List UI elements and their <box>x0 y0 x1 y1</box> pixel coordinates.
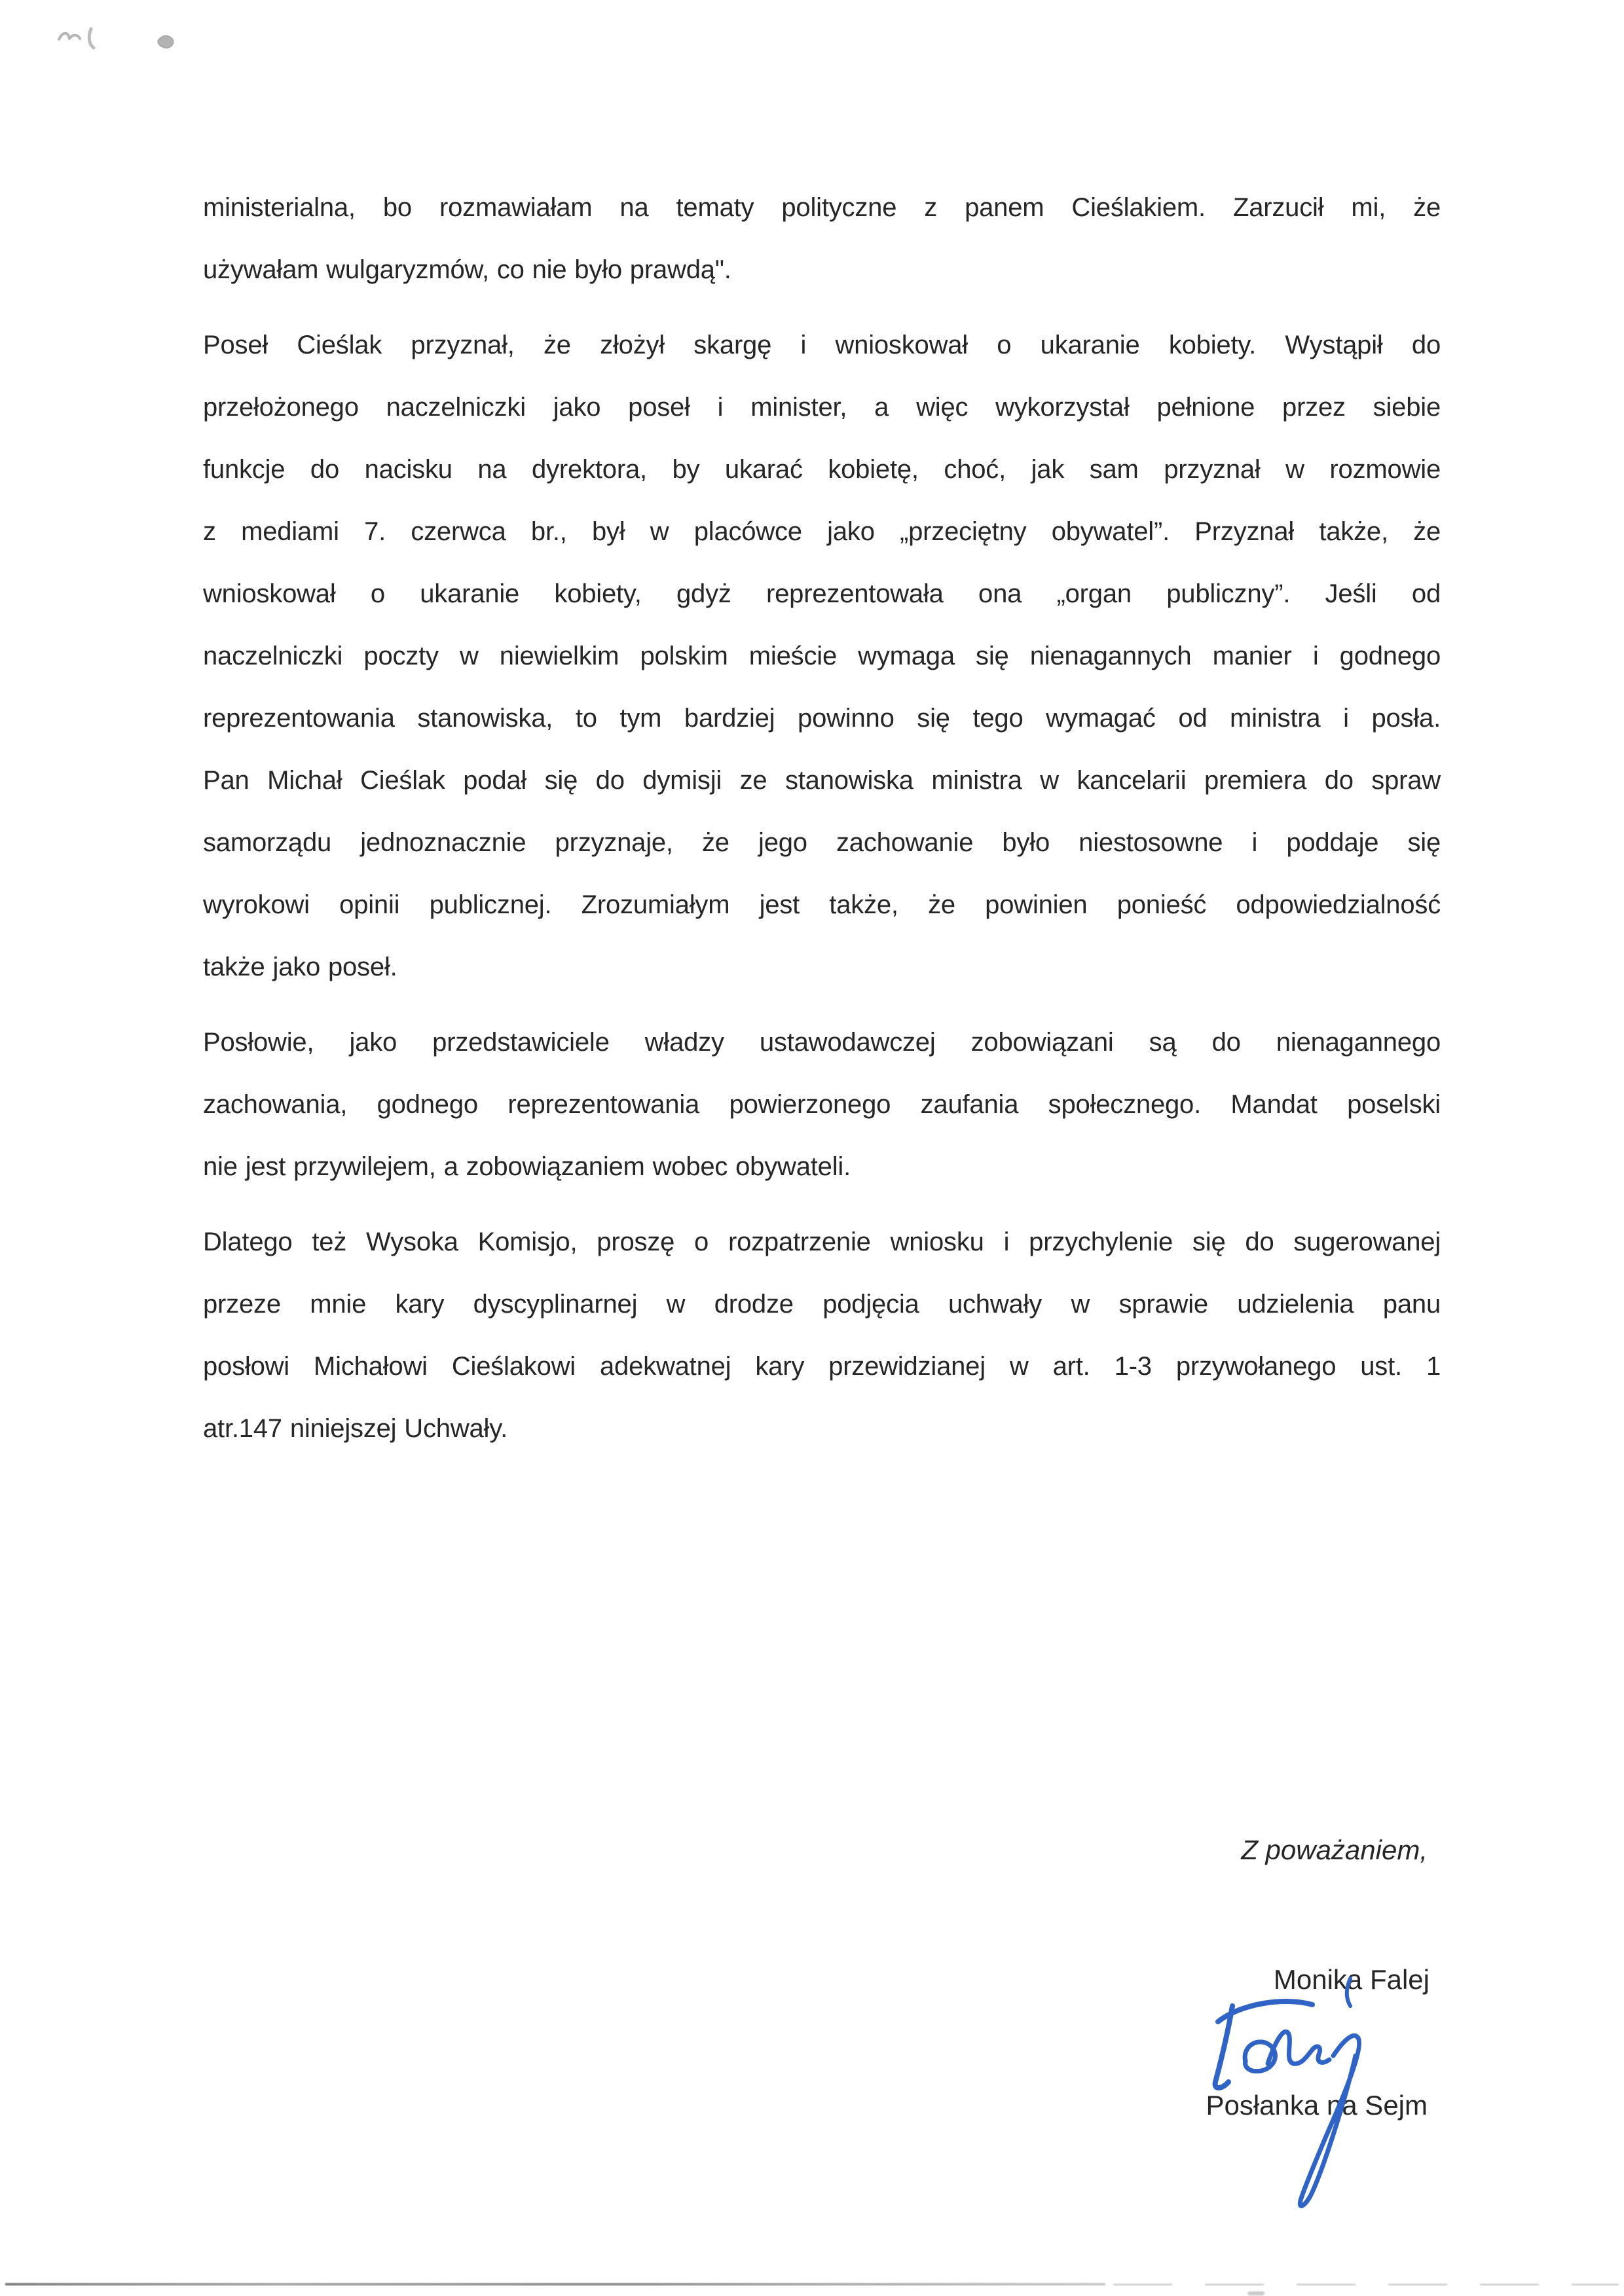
text-line: samorządu jednoznacznie przyznaje, że jego zachowanie było niestosowne i poddaje się <box>203 828 1441 857</box>
scan-artifact-bottom-speck <box>1247 2291 1264 2295</box>
letter-body <box>203 177 1441 1473</box>
signer-name: Monika Falej <box>1273 1964 1430 1995</box>
text-line: naczelniczki poczty w niewielkim polskim mieście wymaga się nienagannych manier i godnego <box>203 642 1441 670</box>
text-line: nie jest przywilejem, a zobowiązaniem wobec obywateli. <box>203 1152 851 1181</box>
valediction: Z poważaniem, <box>1241 1834 1428 1865</box>
paragraph <box>203 314 1441 998</box>
paragraph <box>203 1211 1441 1460</box>
text-line: Posłowie, jako przedstawiciele władzy ustawodawczej zobowiązani są do nienagannego <box>203 1028 1441 1057</box>
signer-title: Posłanka na Sejm <box>1206 2090 1428 2121</box>
text-line: funkcje do nacisku na dyrektora, by ukarać kobietę, choć, jak sam przyznał w rozmowie <box>203 455 1441 484</box>
scan-artifact-bottom-line <box>5 2283 1105 2286</box>
text-line: posłowi Michałowi Cieślakowi adekwatnej kary przewidzianej w art. 1-3 przywołanego ust. 1 <box>203 1352 1441 1381</box>
text-line: przełożonego naczelniczki jako poseł i minister, a więc wykorzystał pełnione przez siebie <box>203 393 1441 422</box>
paragraph <box>203 177 1441 301</box>
text-line: Pan Michał Cieślak podał się do dymisji ze stanowiska ministra w kancelarii premiera do spraw <box>203 766 1441 795</box>
text-line: wnioskował o ukaranie kobiety, gdyż reprezentowała ona „organ publiczny”. Jeśli od <box>203 579 1441 608</box>
scan-artifact-top-left <box>39 12 236 71</box>
text-line: Poseł Cieślak przyznał, że złożył skargę i wnioskował o ukaranie kobiety. Wystąpił do <box>203 331 1441 359</box>
text-line: reprezentowania stanowiska, to tym bardziej powinno się tego wymagać od ministra i posła. <box>203 704 1441 733</box>
text-line: Dlatego też Wysoka Komisjo, proszę o rozpatrzenie wniosku i przychylenie się do sugerowanej <box>203 1228 1441 1256</box>
text-line: atr.147 niniejszej Uchwały. <box>203 1414 507 1443</box>
text-line: używałam wulgaryzmów, co nie było prawdą". <box>203 255 731 284</box>
text-line: z mediami 7. czerwca br., był w placówce jako „przeciętny obywatel”. Przyznał także, że <box>203 517 1441 546</box>
text-line: wyrokowi opinii publicznej. Zrozumiałym jest także, że powinien ponieść odpowiedzialność <box>203 890 1441 919</box>
signature <box>1185 1964 1408 2239</box>
paragraph <box>203 1011 1441 1198</box>
scan-artifact-bottom-line-faint <box>1113 2284 1619 2286</box>
text-line: także jako poseł. <box>203 953 397 981</box>
text-line: przeze mnie kary dyscyplinarnej w drodze podjęcia uchwały w sprawie udzielenia panu <box>203 1290 1441 1319</box>
text-line: ministerialna, bo rozmawiałam na tematy polityczne z panem Cieślakiem. Zarzucił mi, że <box>203 193 1441 222</box>
text-line: zachowania, godnego reprezentowania powierzonego zaufania społecznego. Mandat poselski <box>203 1090 1441 1119</box>
